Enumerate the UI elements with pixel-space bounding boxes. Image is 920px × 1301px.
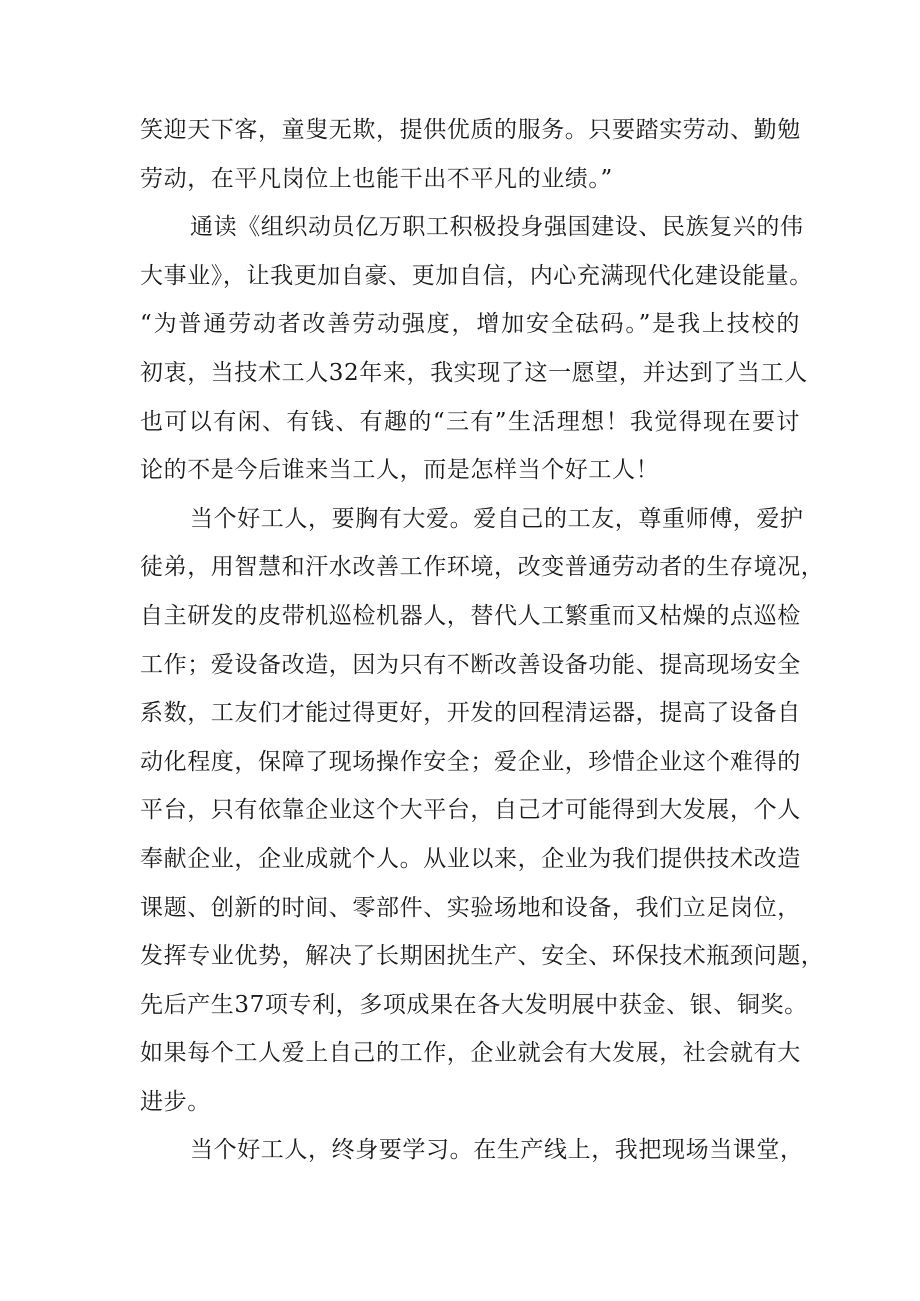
text-line: 工作；爱设备改造，因为只有不断改善设备功能、提高现场安全: [140, 651, 801, 678]
text-line: 笑迎天下客，童叟无欺，提供优质的服务。只要踏实劳动、勤勉: [140, 117, 801, 143]
body-text: [140, 106, 825, 1175]
text-line: 自主研发的皮带机巡检机器人，替代人工繁重而又枯燥的点巡检: [140, 602, 801, 629]
text-line: 徒弟，用智慧和汗水改善工作环境，改变普通劳动者的生存境况，: [140, 554, 825, 581]
paragraph-first-line: 当个好工人，终身要学习。在生产线上，我把现场当课堂，: [190, 1137, 804, 1164]
paragraph-first-line: 当个好工人，要胸有大爱。爱自己的工友，尊重师傅，爱护: [190, 505, 804, 532]
text-line: 动化程度，保障了现场操作安全；爱企业，珍惜企业这个难得的: [140, 748, 801, 775]
text-line: 发挥专业优势，解决了长期困扰生产、安全、环保技术瓶颈问题，: [140, 943, 825, 970]
paragraph-first-line: 通读《组织动员亿万职工积极投身强国建设、民族复兴的伟: [190, 214, 804, 241]
text-line: 奉献企业，企业成就个人。从业以来，企业为我们提供技术改造: [140, 845, 801, 872]
text-line: 大事业》，让我更加自豪、更加自信，内心充满现代化建设能量。: [140, 262, 813, 289]
text-line: 论的不是今后谁来当工人，而是怎样当个好工人！: [140, 457, 660, 484]
text-line: 课题、创新的时间、零部件、实验场地和设备，我们立足岗位，: [140, 894, 801, 921]
text-line: “为普通劳动者改善劳动强度，增加安全砝码。”是我上技校的: [140, 311, 800, 338]
text-line: 如果每个工人爱上自己的工作，企业就会有大发展，社会就有大: [140, 1040, 801, 1067]
text-line: 也可以有闲、有钱、有趣的“三有”生活理想！我觉得现在要讨: [140, 408, 800, 435]
text-line: 初衷，当技术工人32年来，我实现了这一愿望，并达到了当工人: [140, 359, 808, 386]
text-line: 劳动，在平凡岗位上也能干出不平凡的业绩。”: [140, 165, 613, 192]
text-line: 系数，工友们才能过得更好，开发的回程清运器，提高了设备自: [140, 700, 801, 727]
text-line: 平台，只有依靠企业这个大平台，自己才可能得到大发展，个人: [140, 797, 801, 824]
text-line: 先后产生37项专利，多项成果在各大发明展中获金、银、铜奖。: [140, 991, 808, 1018]
text-line: 进步。: [140, 1088, 211, 1115]
